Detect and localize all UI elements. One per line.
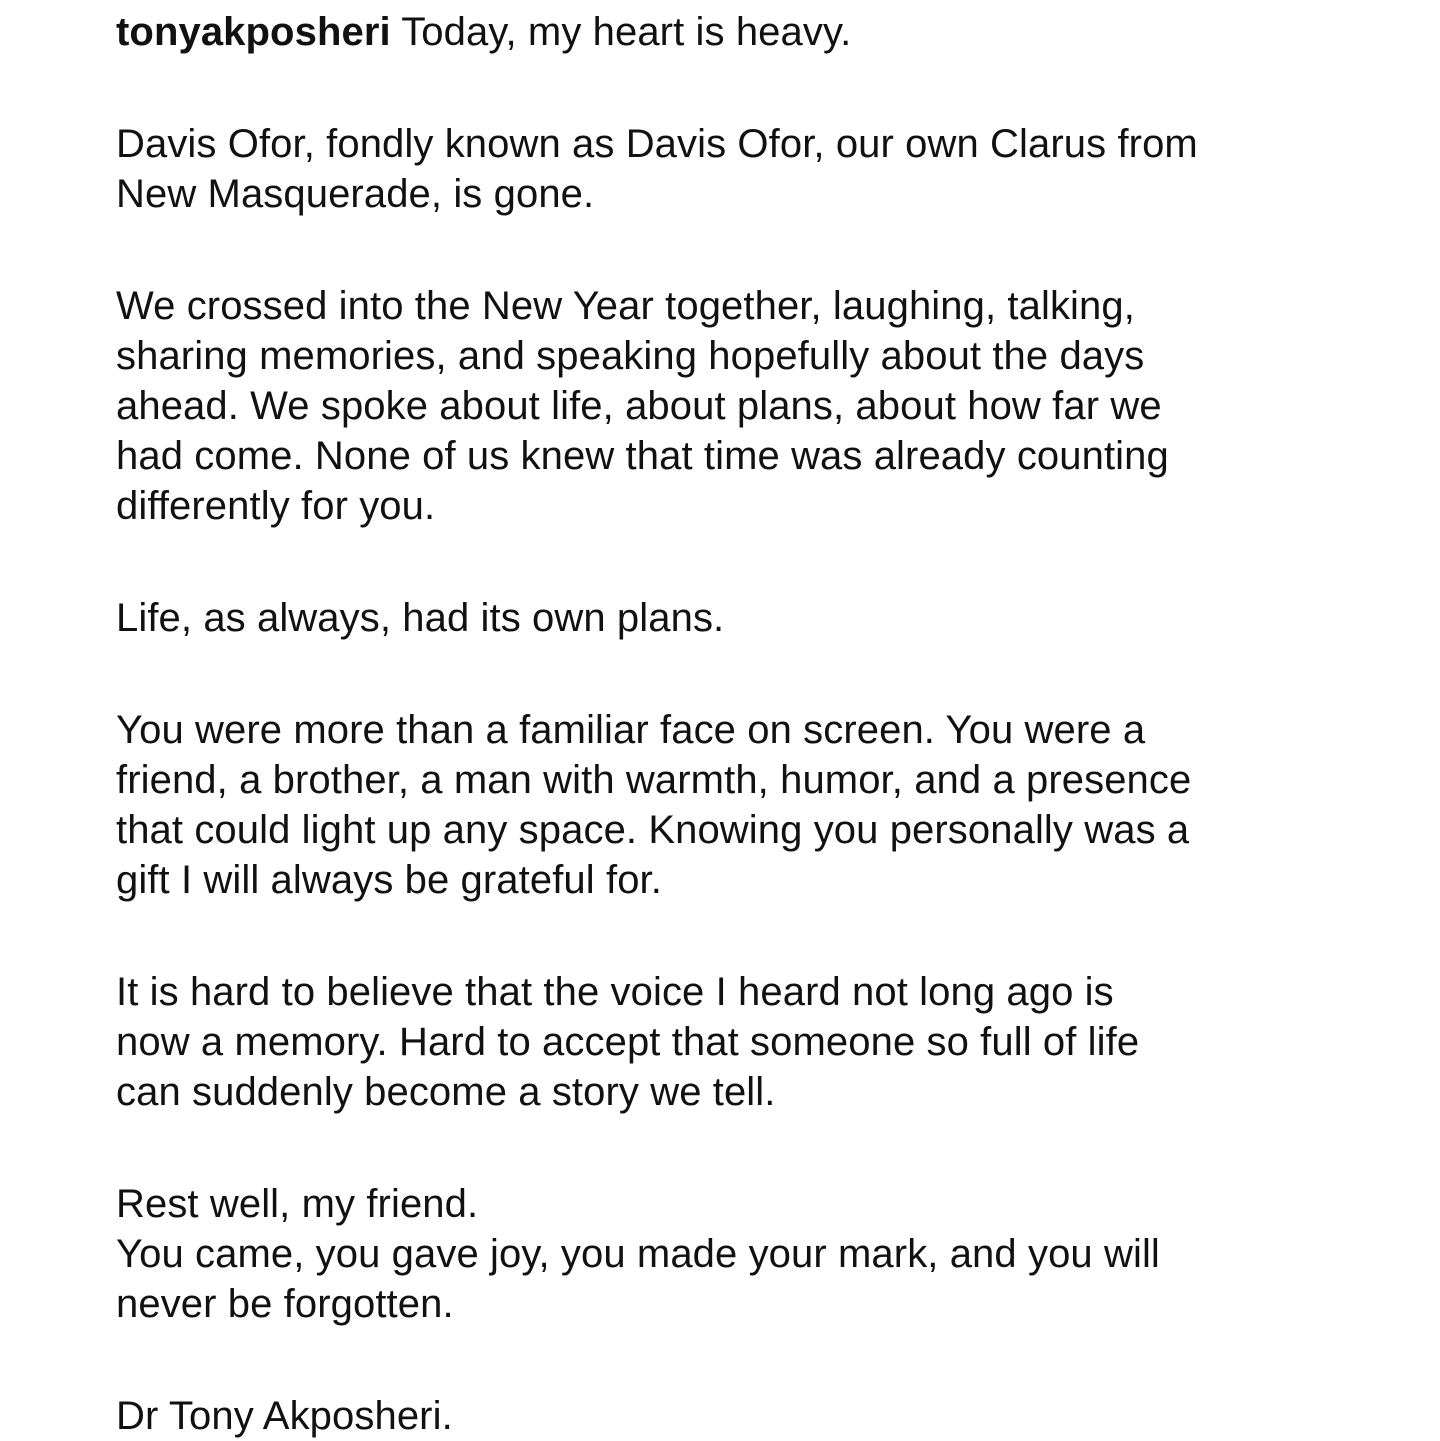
- caption-line: New Masquerade, is gone.: [116, 172, 595, 216]
- caption-line: You were more than a familiar face on screen. You were a: [116, 708, 1146, 752]
- paragraph-spacer: [116, 57, 1336, 119]
- caption-paragraph-5: [116, 967, 1336, 1117]
- caption-line: Life, as always, had its own plans.: [116, 596, 725, 640]
- caption-paragraph-4: [116, 705, 1336, 905]
- caption-opening-text: Today, my heart is heavy.: [401, 10, 852, 54]
- caption-line: had come. None of us knew that time was already counting: [116, 434, 1169, 478]
- caption-line: It is hard to believe that the voice I heard not long ago is: [116, 970, 1114, 1014]
- caption-paragraph-6: [116, 1179, 1336, 1329]
- paragraph-spacer: [116, 1117, 1336, 1179]
- username-link[interactable]: tonyakposheri: [116, 10, 391, 54]
- caption-line: gift I will always be grateful for.: [116, 858, 662, 902]
- post-caption: [116, 7, 1336, 1441]
- caption-paragraph-2: [116, 281, 1336, 531]
- paragraph-spacer: [116, 643, 1336, 705]
- caption-line: friend, a brother, a man with warmth, humor, and a presence: [116, 758, 1192, 802]
- paragraph-spacer: [116, 219, 1336, 281]
- caption-line: sharing memories, and speaking hopefully about the days: [116, 334, 1145, 378]
- caption-paragraph-1: [116, 119, 1336, 219]
- caption-line: We crossed into the New Year together, laughing, talking,: [116, 284, 1135, 328]
- signature-line: Dr Tony Akposheri.: [116, 1394, 453, 1438]
- caption-first-line: [116, 7, 1336, 57]
- caption-line: Rest well, my friend.: [116, 1182, 479, 1226]
- caption-line: never be forgotten.: [116, 1282, 454, 1326]
- caption-line: differently for you.: [116, 484, 436, 528]
- caption-line: You came, you gave joy, you made your mark, and you will: [116, 1232, 1160, 1276]
- paragraph-spacer: [116, 1329, 1336, 1391]
- caption-signature: [116, 1391, 1336, 1441]
- paragraph-spacer: [116, 531, 1336, 593]
- caption-line: Davis Ofor, fondly known as Davis Ofor, our own Clarus from: [116, 122, 1198, 166]
- caption-line: ahead. We spoke about life, about plans, about how far we: [116, 384, 1162, 428]
- paragraph-spacer: [116, 905, 1336, 967]
- caption-line: can suddenly become a story we tell.: [116, 1070, 776, 1114]
- caption-line: that could light up any space. Knowing you personally was a: [116, 808, 1190, 852]
- caption-line: now a memory. Hard to accept that someone so full of life: [116, 1020, 1140, 1064]
- caption-paragraph-3: [116, 593, 1336, 643]
